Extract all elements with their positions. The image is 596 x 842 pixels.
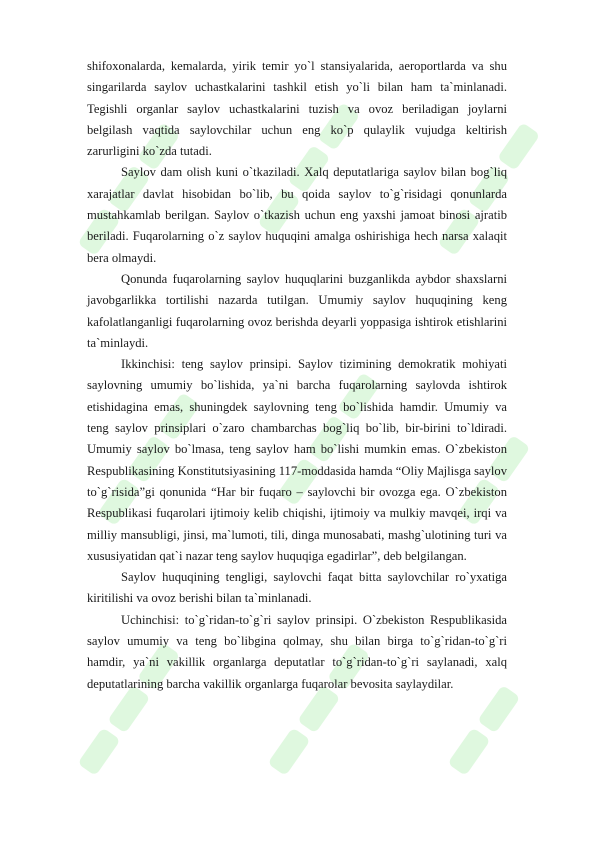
paragraph-5: Saylov huquqining tengligi, saylovchi faqat bitta saylovchilar ro`yxatiga kiritilishi va ovoz berishi bilan ta`minlanadi. [87, 570, 507, 606]
paragraph-2: Saylov dam olish kuni o`tkaziladi. Xalq deputatlariga saylov bilan bog`liq xarajatlar davlat hisobidan bo`lib, bu qoida saylov to`g`risidagi qonunlarda mustahkamlab berilgan. Saylov o`tkazish uchun eng yaxshi jamoat binosi ajratib beriladi. Fuqarolarning o`z saylov huquqini amalga oshirishiga hech narsa xalaqit bera olmaydi. [87, 165, 507, 265]
paragraph-4: Ikkinchisi: teng saylov prinsipi. Saylov tizimining demokratik mohiyati saylovning umumiy bo`lishida, ya`ni barcha fuqarolarning saylovda ishtirok etishidagina emas, shuningdek saylovning teng bo`lishida hamdir. Umumiy va teng saylov prinsiplari o`zaro chambarchas bog`liq bo`lib, bir-birini to`ldiradi. Umumiy saylov bo`lmasa, teng saylov ham bo`lishi mumkin emas. O`zbekiston Respublikasining Konstitutsiyasining 117-moddasida hamda “Oliy Majlisga saylov to`g`risida”gi qonunida “Har bir fuqaro – saylovchi bir ovozga ega. O`zbekiston Respublikasi fuqarolari ijtimoiy kelib chiqishi, ijtimoiy va mulkiy mavqei, irqi va milliy mansubligi, jinsi, ma`lumoti, tili, dinga munosabati, mashg`ulotining turi va xususiyatidan qat`i nazar teng saylov huquqiga egadirlar”, deb belgilangan. [87, 357, 507, 563]
body-text [87, 56, 507, 695]
paragraph-1: shifoxonalarda, kemalarda, yirik temir yo`l stansiyalarida, aeroportlarda va shu singarilarda saylov uchastkalarini tashkil etish yo`li bilan ham ta`minlanadi. Tegishli organlar saylov uchastkalarini tuzish va ovoz beriladigan joylarni belgilash vaqtida saylovchilar uchun eng ko`p qulaylik vujudga keltirish zarurligini ko`zda tutadi. [87, 59, 507, 159]
paragraph-3: Qonunda fuqarolarning saylov huquqlarini buzganlikda aybdor shaxslarni javobgarlikka tortilishi nazarda tutilgan. Umumiy saylov huquqining keng kafolatlanganligi fuqarolarning ovoz berishda deyarli yoppasiga ishtirok etishlarini ta`minlaydi. [87, 271, 507, 350]
paragraph-6: Uchinchisi: to`g`ridan-to`g`ri saylov prinsipi. O`zbekiston Respublikasida saylov umumiy va teng bo`libgina qolmay, shu bilan birga to`g`ridan-to`g`ri hamdir, ya`ni vakillik organlarga deputatlar to`g`ridan-to`g`ri saylanadi, xalq deputatlarining barcha vakillik organlarga fuqarolar bevosita saylaydilar. [87, 612, 507, 691]
